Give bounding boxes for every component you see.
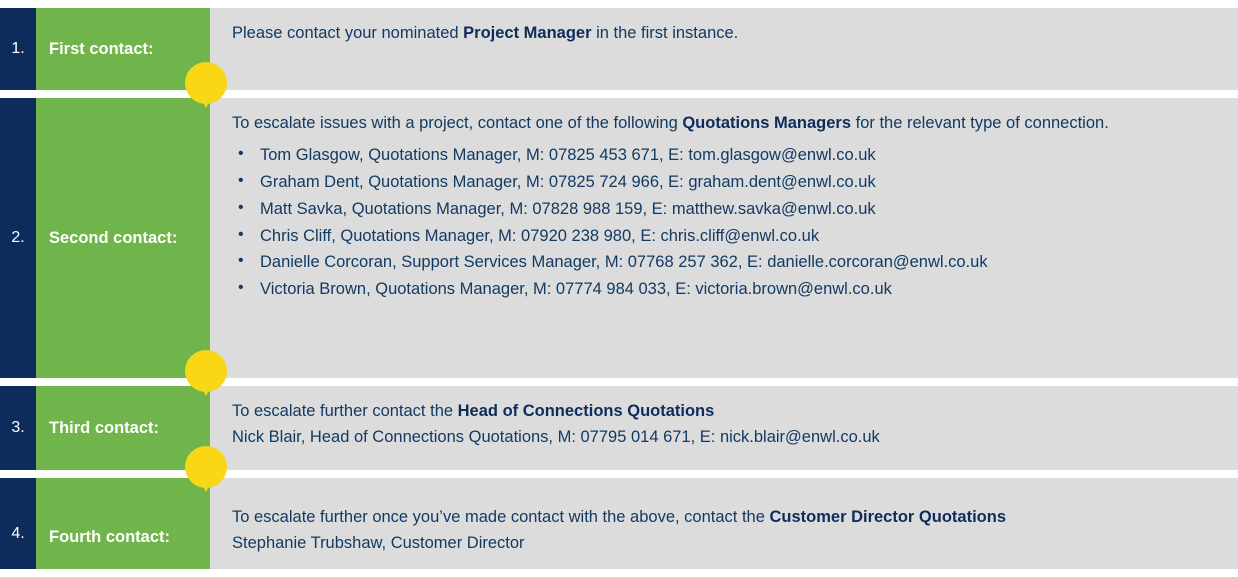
row-number: 2. — [0, 98, 36, 378]
map-pin-icon — [185, 62, 227, 104]
table-row — [0, 478, 1238, 569]
pin-tip — [198, 380, 214, 396]
row-number: 1. — [0, 8, 36, 90]
text-emphasis: Quotations Managers — [682, 114, 852, 132]
row-label: Fourth contact: — [36, 478, 210, 569]
list-item: • Victoria Brown, Quotations Manager, M: 07774 984 033, E: victoria.brown@enwl.co.uk — [232, 278, 1220, 300]
row-body — [210, 8, 1238, 90]
list-item: • Tom Glasgow, Quotations Manager, M: 07825 453 671, E: tom.glasgow@enwl.co.uk — [232, 144, 1220, 166]
row-detail: Stephanie Trubshaw, Customer Director — [232, 534, 525, 553]
row-paragraph — [232, 22, 1220, 44]
pin-tip — [198, 476, 214, 492]
map-pin-icon — [185, 350, 227, 392]
list-item: • Danielle Corcoran, Support Services Manager, M: 07768 257 362, E: danielle.corcoran@enwl.co.uk — [232, 251, 1220, 273]
row-number: 4. — [0, 478, 36, 569]
map-pin-icon — [185, 446, 227, 488]
text-before: To escalate issues with a project, contact one of the following — [232, 114, 683, 132]
row-body — [210, 478, 1238, 569]
list-item: • Graham Dent, Quotations Manager, M: 07825 724 966, E: graham.dent@enwl.co.uk — [232, 171, 1220, 193]
row-label: First contact: — [36, 8, 210, 90]
text-before: To escalate further contact the — [232, 402, 458, 420]
row-paragraph — [232, 506, 1220, 528]
row-paragraph — [232, 112, 1220, 134]
list-item: • Matt Savka, Quotations Manager, M: 07828 988 159, E: matthew.savka@enwl.co.uk — [232, 198, 1220, 220]
row-label: Second contact: — [36, 98, 210, 378]
row-body — [210, 98, 1238, 378]
text-before: Please contact your nominated — [232, 24, 464, 42]
row-paragraph — [232, 400, 1220, 422]
contact-list — [232, 144, 1220, 300]
text-emphasis: Head of Connections Quotations — [457, 402, 715, 420]
text-emphasis: Project Manager — [463, 24, 592, 42]
pin-tip — [198, 92, 214, 108]
table-row — [0, 98, 1238, 378]
text-after: for the relevant type of connection. — [851, 114, 1109, 132]
list-item: • Chris Cliff, Quotations Manager, M: 07920 238 980, E: chris.cliff@enwl.co.uk — [232, 225, 1220, 247]
row-number: 3. — [0, 386, 36, 470]
row-body — [210, 386, 1238, 470]
text-emphasis: Customer Director Quotations — [769, 508, 1007, 526]
row-label: Third contact: — [36, 386, 210, 470]
text-before: To escalate further once you’ve made contact with the above, contact the — [232, 508, 770, 526]
text-after: in the first instance. — [591, 24, 739, 42]
row-detail: Nick Blair, Head of Connections Quotations, M: 07795 014 671, E: nick.blair@enwl.co.uk — [232, 428, 880, 447]
